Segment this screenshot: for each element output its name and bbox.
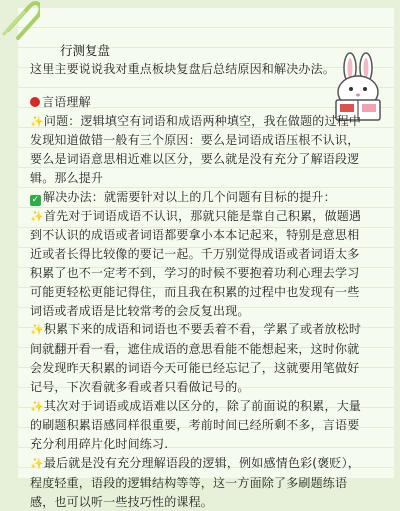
p3-line-3: 充分利用碎片化时间练习. — [30, 437, 169, 452]
p2-line-2: 间就翻开看一看，遮住成语的意思看能不能想起来，这时你就 — [30, 342, 360, 357]
p4-text: 最后就是没有充分理解语段的逻辑，例如感情色彩(褒贬）， — [43, 455, 360, 470]
p1-line-6: 词语或者成语是比较常考的会反复出现。 — [30, 303, 250, 318]
p4-line-1 — [30, 454, 370, 474]
p1-line-3: 近或者长得比较像的要记一起。千万别觉得成语或者词语太多 — [30, 247, 360, 262]
problem-line-4: 辑。那么提升 — [30, 170, 104, 185]
paper-clip-icon — [0, 0, 40, 44]
p2-line-1 — [30, 320, 370, 340]
p3-text: 其次对于词语或成语难以区分的，除了前面说的积累，大量 — [43, 398, 362, 413]
p2-line-3: 会发现昨天积累的词语今天可能已经忘记了，这就要用笔做好 — [30, 360, 360, 375]
sparkle-icon: ✨ — [30, 114, 44, 128]
p1-line-1 — [30, 207, 370, 227]
problem-line-3: 要么是词语意思相近难以区分，要么就是没有充分了解语段逻 — [30, 152, 360, 167]
p3-line-1 — [30, 397, 370, 417]
p1-text: 首先对于词语成语不认识，那就只能是靠自己积累，做题遇 — [43, 208, 362, 223]
p3-line-2: 的刷题积累语感同样很重要，考前时间已经所剩不多，言语要 — [30, 418, 360, 433]
solution-line — [30, 188, 370, 207]
p2-line-4: 记号，下次看就多看或者只看做记号的。 — [30, 379, 250, 394]
problem-text: 问题：逻辑填空有词语和成语两种填空，我在做题的过程中 — [43, 113, 362, 128]
sparkle-icon: ✨ — [30, 399, 44, 413]
sparkle-icon: ✨ — [30, 209, 44, 223]
p4-line-2: 程度轻重，语段的逻辑结构等等，这一方面除了多刷题练语 — [30, 475, 348, 490]
solution-text: 解决办法：就需要针对以上的几个问题有目标的提升： — [43, 189, 336, 204]
page-title: 行测复盘 — [60, 43, 111, 58]
p1-line-5: 可能更轻松更能记得住，而且我在积累的过程中也发现有一些 — [30, 284, 360, 299]
green-check-icon: ✓ — [31, 194, 40, 205]
section-heading-line — [30, 93, 370, 112]
p1-line-2: 到不认识的成语或者词语都要拿小本本记起来，特别是意思相 — [30, 228, 360, 243]
red-dot-icon — [30, 97, 40, 107]
problem-line-2: 发现知道做错一般有三个原因：要么是词语成语压根不认识， — [30, 133, 360, 148]
p1-line-4: 积累了也不一定考不到，学习的时候不要抱着功利心理去学习 — [30, 265, 360, 280]
p4-line-3: 感，也可以听一些技巧性的课程。 — [30, 494, 214, 509]
problem-line-1 — [30, 112, 370, 132]
p2-text: 积累下来的成语和词语也不要丢着不看，学累了或者放松时 — [43, 322, 362, 337]
sparkle-icon: ✨ — [30, 456, 44, 470]
section-heading: 言语理解 — [42, 94, 91, 109]
intro-line: 这里主要说说我对重点板块复盘后总结原因和解决办法。 — [30, 62, 336, 76]
sparkle-icon: ✨ — [30, 323, 44, 337]
article-body — [30, 41, 370, 511]
